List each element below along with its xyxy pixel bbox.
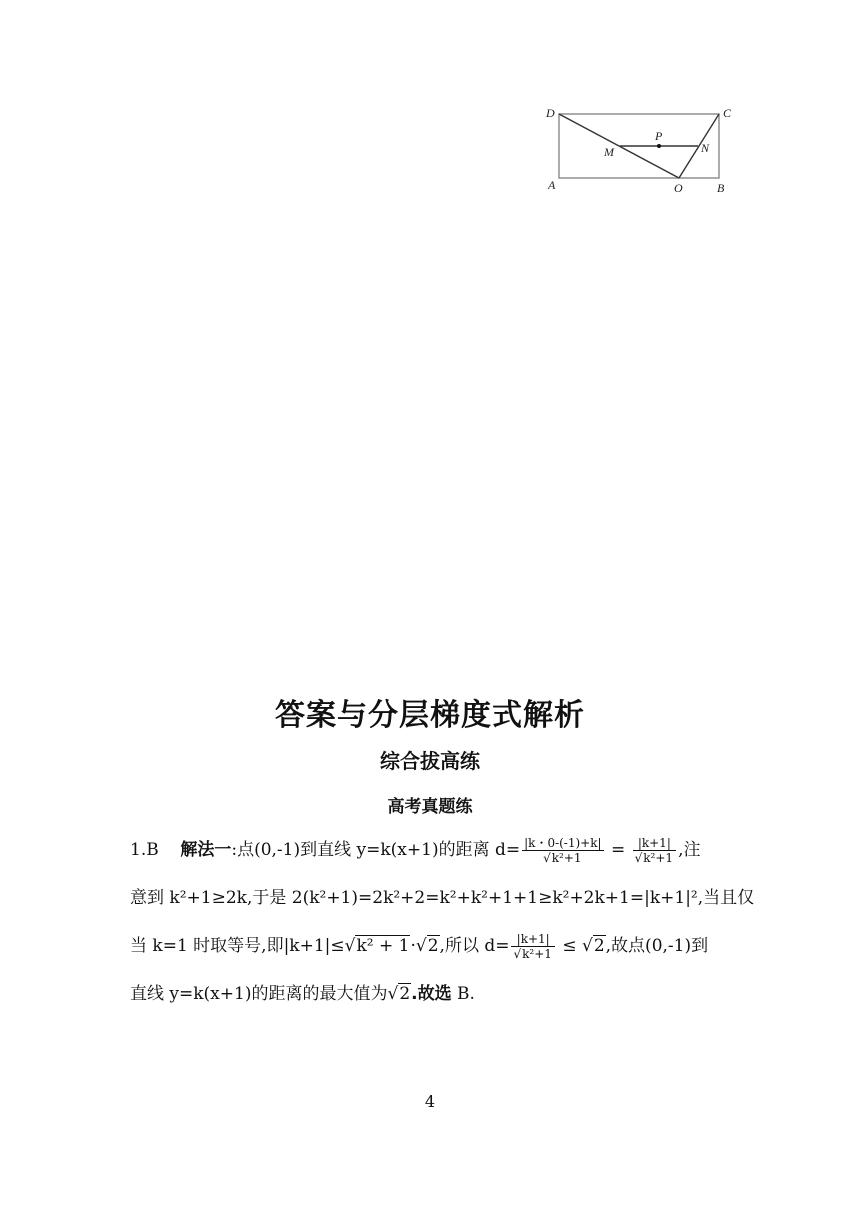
label-m: M [604, 145, 614, 159]
label-b: B [717, 181, 725, 195]
line3-text-2: ,所以 d= [439, 936, 510, 956]
solution-line-4 [130, 970, 730, 1018]
label-a: A [548, 178, 556, 192]
line3-text: 当 k=1 时取等号,即|k+1|≤ [130, 936, 345, 956]
method-label: 解法一 [180, 840, 232, 860]
fraction-numerator: |k+1| [633, 836, 676, 851]
solution-line-3 [130, 922, 730, 970]
section-heading: 高考真题练 [387, 797, 473, 817]
multiply-dot: · [410, 936, 416, 956]
equals-sign: = [605, 840, 631, 860]
solution-line-2: 意到 k²+1≥2k,于是 2(k²+1)=2k²+2=k²+k²+1+1≥k²+2k+1=|k+1|²,当且仅 [130, 888, 755, 908]
distance-fraction [522, 836, 603, 865]
simplified-fraction [633, 836, 676, 865]
fraction-numerator: |k・0-(-1)+k| [524, 836, 602, 850]
sqrt-two-2: √2 [581, 936, 605, 956]
label-o: O [674, 181, 683, 195]
choose-label: .故选 [411, 984, 452, 1004]
page-number: 4 [424, 1092, 436, 1111]
line4-text: 直线 y=k(x+1)的距离的最大值为 [130, 984, 388, 1004]
point-p [657, 144, 661, 148]
sqrt-expression: √k² + 1 [344, 936, 410, 956]
distance-fraction-2 [511, 932, 554, 961]
label-c: C [723, 106, 732, 120]
rectangle-diagram [540, 100, 740, 200]
label-d: D [546, 106, 555, 120]
label-p: P [655, 129, 663, 143]
fraction-numerator: |k+1| [511, 932, 554, 947]
line1-tail: ,注 [678, 840, 701, 860]
question-number: 1.B [130, 840, 159, 860]
geometry-figure [540, 100, 740, 200]
answer-text: B. [451, 984, 475, 1004]
solution-line-1 [130, 826, 730, 874]
line3-tail: ,故点(0,-1)到 [605, 936, 709, 956]
line1-text: :点(0,-1)到直线 y=k(x+1)的距离 d= [231, 840, 521, 860]
page-title: 答案与分层梯度式解析 [275, 698, 585, 733]
label-n: N [701, 141, 710, 155]
fraction-denominator: √k²+1 [543, 851, 582, 865]
le-sign: ≤ [556, 936, 582, 956]
sqrt-two: √2 [415, 936, 439, 956]
fraction-denominator: √k²+1 [513, 947, 552, 961]
sqrt-two-3: √2 [387, 984, 411, 1004]
page-subtitle: 综合拔高练 [380, 749, 480, 773]
solution-text [130, 826, 755, 1018]
fraction-denominator: √k²+1 [634, 851, 674, 865]
